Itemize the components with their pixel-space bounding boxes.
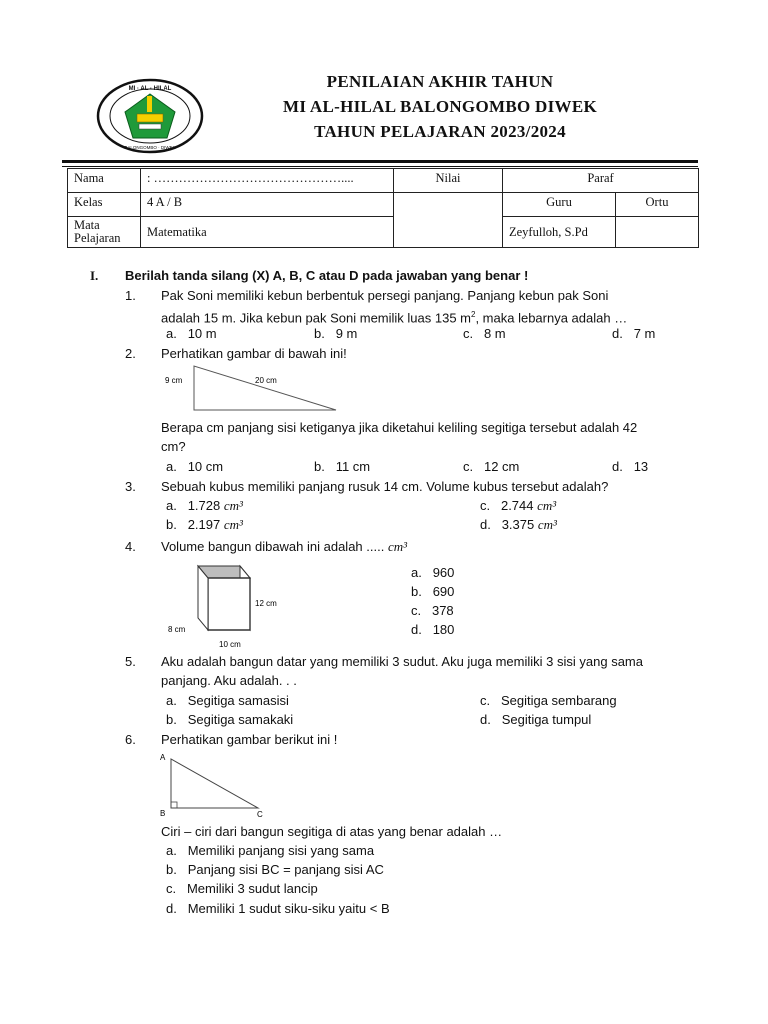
guru-label: Guru — [503, 193, 616, 217]
q4-number: 4. — [125, 539, 136, 554]
q4-text-line1: Volume bangun dibawah ini adalah ..... cm³ — [161, 539, 408, 554]
q1-option-c[interactable]: c. 8 m — [463, 326, 506, 341]
q2-text-line3: cm? — [161, 439, 186, 454]
kelas-label: Kelas — [68, 193, 141, 217]
q1-option-b[interactable]: b. 9 m — [314, 326, 358, 341]
header-rule-thick — [62, 160, 698, 163]
mapel-label: Mata Pelajaran — [68, 217, 141, 248]
q4-height-label: 12 cm — [255, 599, 277, 608]
kelas-value: 4 A / B — [141, 193, 394, 217]
logo-text-top: MI · AL · HILAL — [128, 86, 172, 92]
title-line-1: PENILAIAN AKHIR TAHUN — [326, 72, 554, 91]
q2-option-a[interactable]: a. 10 cm — [166, 459, 224, 474]
q4-option-a[interactable]: a. 960 — [411, 565, 455, 580]
q5-option-c[interactable]: c. Segitiga sembarang — [480, 693, 617, 708]
q1-number: 1. — [125, 288, 136, 303]
q3-option-b[interactable]: b. 2.197 cm³ — [166, 517, 243, 532]
school-logo — [95, 78, 205, 154]
guru-name: Zeyfulloh, S.Pd — [503, 217, 616, 248]
q5-text-line1: Aku adalah bangun datar yang memiliki 3 sudut. Aku juga memiliki 3 sisi yang sama — [161, 654, 643, 669]
q2-option-c[interactable]: c. 12 cm — [463, 459, 520, 474]
q6-text-line2: Ciri – ciri dari bangun segitiga di atas yang benar adalah … — [161, 824, 503, 839]
q2-text-line1: Perhatikan gambar di bawah ini! — [161, 346, 347, 361]
q3-option-d[interactable]: d. 3.375 cm³ — [480, 517, 557, 532]
q3-option-a[interactable]: a. 1.728 cm³ — [166, 498, 243, 513]
student-info-table — [67, 168, 699, 248]
header-rule-thin — [62, 166, 698, 167]
q4-cuboid-figure — [166, 560, 316, 652]
q5-text-line2: panjang. Aku adalah. . . — [161, 673, 297, 688]
q2-triangle-figure — [162, 364, 342, 414]
q5-option-a[interactable]: a. Segitiga samasisi — [166, 693, 289, 708]
q2-option-d[interactable]: d. 13 — [612, 459, 649, 474]
q1-option-d[interactable]: d. 7 m — [612, 326, 656, 341]
mapel-value: Matematika — [141, 217, 394, 248]
q4-option-c[interactable]: c. 378 — [411, 603, 454, 618]
nilai-box[interactable] — [394, 193, 503, 248]
q4-option-b[interactable]: b. 690 — [411, 584, 455, 599]
q3-option-c[interactable]: c. 2.744 cm³ — [480, 498, 557, 513]
q5-number: 5. — [125, 654, 136, 669]
nama-label: Nama — [68, 169, 141, 193]
q2-side-label-a: 9 cm — [165, 376, 183, 385]
q2-option-b[interactable]: b. 11 cm — [314, 459, 371, 474]
q2-side-label-c: 20 cm — [255, 376, 277, 385]
nama-field[interactable]: : ……………………………………….... — [141, 169, 394, 193]
logo-text-bottom: BALONGOMBO · DIWEK — [124, 145, 176, 150]
q5-option-d[interactable]: d. Segitiga tumpul — [480, 712, 592, 727]
q6-right-triangle-figure — [158, 750, 268, 820]
q6-vertex-a: A — [160, 753, 166, 762]
q5-option-b[interactable]: b. Segitiga samakaki — [166, 712, 294, 727]
q4-width-label: 8 cm — [168, 625, 186, 634]
q1-text-line2: adalah 15 m. Jika kebun pak Soni memilik luas 135 $m^2$, maka lebarnya adalah … — [161, 310, 628, 326]
q6-number: 6. — [125, 732, 136, 747]
q6-vertex-c: C — [257, 810, 263, 819]
title-line-3: TAHUN PELAJARAN 2023/2024 — [314, 122, 566, 141]
section-roman: I. — [90, 268, 99, 283]
q6-text-line1: Perhatikan gambar berikut ini ! — [161, 732, 338, 747]
q6-option-d[interactable]: d. Memiliki 1 sudut siku-siku yaitu < B — [166, 901, 390, 916]
q6-option-b[interactable]: b. Panjang sisi BC = panjang sisi AC — [166, 862, 384, 877]
ortu-signature-box[interactable] — [616, 217, 699, 248]
nilai-label: Nilai — [394, 169, 503, 193]
q6-option-c[interactable]: c. Memiliki 3 sudut lancip — [166, 881, 318, 896]
ortu-label: Ortu — [616, 193, 699, 217]
q2-number: 2. — [125, 346, 136, 361]
title-line-2: MI AL-HILAL BALONGOMBO DIWEK — [283, 97, 597, 116]
q1-option-a[interactable]: a. 10 m — [166, 326, 217, 341]
q6-vertex-b: B — [160, 809, 166, 818]
q6-option-a[interactable]: a. Memiliki panjang sisi yang sama — [166, 843, 375, 858]
section-instruction: Berilah tanda silang (X) A, B, C atau D pada jawaban yang benar ! — [125, 268, 529, 283]
q3-text-line1: Sebuah kubus memiliki panjang rusuk 14 cm. Volume kubus tersebut adalah? — [161, 479, 609, 494]
q2-text-line2: Berapa cm panjang sisi ketiganya jika diketahui keliling segitiga tersebut adalah 42 — [161, 420, 638, 435]
q4-length-label: 10 cm — [219, 640, 241, 649]
q1-text-line1: Pak Soni memiliki kebun berbentuk persegi panjang. Panjang kebun pak Soni — [161, 288, 609, 303]
q4-option-d[interactable]: d. 180 — [411, 622, 455, 637]
q3-number: 3. — [125, 479, 136, 494]
paraf-label: Paraf — [503, 169, 699, 193]
